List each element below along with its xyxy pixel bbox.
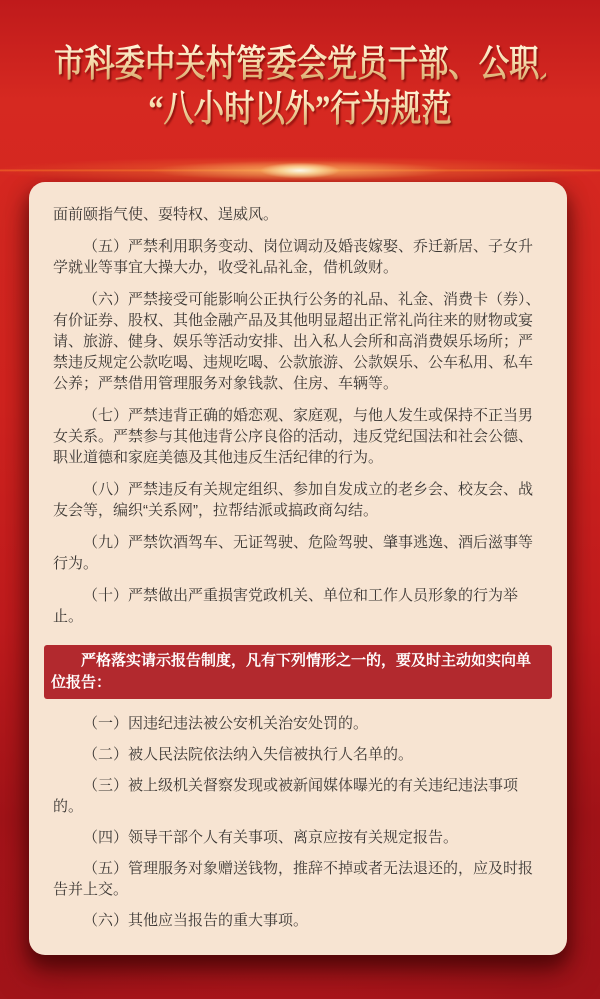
report-item-number: （四） — [83, 829, 129, 846]
rule-paragraph-8 — [53, 479, 543, 521]
report-banner-text: 严格落实请示报告制度，凡有下列情形之一的，要及时主动如实向单位报告： — [51, 652, 532, 691]
rule-number: （七） — [83, 407, 129, 424]
rule-text: 严禁违背正确的婚恋观、家庭观，与他人发生或保持不正当男女关系。严禁参与其他违背公序良俗的活动，违反党纪国法和社会公德、职业道德和家庭美德及其他违反生活纪律的行为。 — [53, 407, 534, 466]
rule-text: 严禁利用职务变动、岗位调动及婚丧嫁娶、乔迁新居、子女升学就业等事宜大操大办，收受礼品礼金，借机敛财。 — [53, 238, 534, 276]
report-item-text: 被上级机关督察发现或被新闻媒体曝光的有关违纪违法事项的。 — [53, 777, 519, 815]
rule-number: （十） — [83, 587, 129, 604]
rule-number: （五） — [83, 238, 129, 255]
rule-paragraph-6 — [53, 289, 543, 394]
report-item-4 — [53, 827, 543, 848]
light-flare-decoration — [0, 156, 600, 184]
report-item-number: （一） — [83, 715, 129, 732]
report-item-2 — [53, 744, 543, 765]
rule-number: （六） — [83, 291, 129, 308]
report-item-6 — [53, 910, 543, 931]
poster-title-line1: 市科委中关村管委会党员干部、公职人员 — [54, 44, 600, 85]
report-item-number: （五） — [83, 860, 129, 877]
content-panel — [29, 182, 567, 955]
report-item-text: 管理服务对象赠送钱物，推辞不掉或者无法退还的，应及时报告并上交。 — [53, 860, 534, 898]
report-item-text: 领导干部个人有关事项、离京应按有关规定报告。 — [128, 829, 459, 846]
rule-paragraph-7 — [53, 405, 543, 468]
report-item-number: （三） — [83, 777, 129, 794]
poster-title — [0, 42, 600, 132]
rule-number: （九） — [83, 534, 129, 551]
report-banner — [44, 645, 552, 699]
report-item-text: 其他应当报告的重大事项。 — [128, 912, 309, 929]
poster-title-line2: “八小时以外”行为规范 — [54, 87, 546, 132]
rule-paragraph-10 — [53, 585, 543, 627]
report-item-3 — [53, 775, 543, 817]
report-item-1 — [53, 713, 543, 734]
rule-paragraph-5 — [53, 236, 543, 278]
paragraph-continuation: 面前颐指气使、耍特权、逞威风。 — [53, 206, 279, 223]
report-item-5 — [53, 858, 543, 900]
report-item-number: （六） — [83, 912, 129, 929]
report-item-number: （二） — [83, 746, 129, 763]
rule-text: 严禁做出严重损害党政机关、单位和工作人员形象的行为举止。 — [53, 587, 519, 625]
rule-text: 严禁接受可能影响公正执行公务的礼品、礼金、消费卡（券）、有价证券、股权、其他金融产品及其他明显超出正常礼尚往来的财物或宴请、旅游、健身、娱乐等活动安排、出入私人会所和高消费娱乐场所；严禁违反规定公款吃喝、违规吃喝、公款旅游、公款娱乐、公车私用、私车公养；严禁借用管理服务对象钱款、住房、车辆等。 — [53, 291, 541, 392]
rule-number: （八） — [83, 481, 129, 498]
rule-text: 严禁饮酒驾车、无证驾驶、危险驾驶、肇事逃逸、酒后滋事等行为。 — [53, 534, 534, 572]
report-item-text: 因违纪违法被公安机关治安处罚的。 — [128, 715, 369, 732]
report-item-text: 被人民法院依法纳入失信被执行人名单的。 — [128, 746, 414, 763]
rule-paragraph-9 — [53, 532, 543, 574]
rule-text: 严禁违反有关规定组织、参加自发成立的老乡会、校友会、战友会等，编织“关系网”，拉帮结派或搞政商勾结。 — [53, 481, 534, 519]
